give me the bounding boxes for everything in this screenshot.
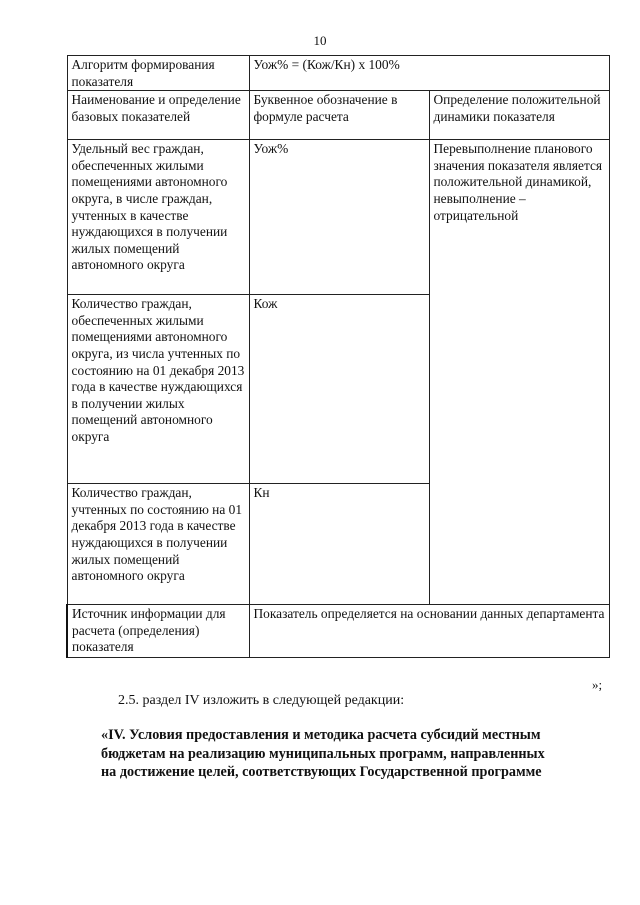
table-row-source (67, 605, 609, 658)
indicator-name: Количество граждан, обеспеченных жилыми помещениями автономного округа, из числа учтенных по состоянию на 01 декабря 2013 года в качестве нуждающихся в получении жилых помещений автономного округа (67, 295, 249, 484)
closing-quote: »; (592, 677, 603, 692)
indicator-name: Количество граждан, учтенных по состоянию на 01 декабря 2013 года в качестве нуждающихся в получении жилых помещений автономного округа (67, 484, 249, 605)
amendment-paragraph: 2.5. раздел IV изложить в следующей редакции: (118, 693, 405, 708)
indicator-table (66, 55, 610, 658)
section-title-line: «IV. Условия предоставления и методика расчета субсидий местным (101, 727, 541, 743)
algorithm-formula: Уож% = (Кож/Кн) х 100% (249, 56, 609, 91)
section-title-line: бюджетам на реализацию муниципальных программ, направленных (101, 745, 545, 762)
source-value: Показатель определяется на основании данных департамента (249, 605, 609, 658)
header-dynamics: Определение положительной динамики показателя (429, 91, 609, 140)
algorithm-label: Алгоритм формирования показателя (67, 56, 249, 91)
section-title-line: на достижение целей, соответствующих Государственной программе (101, 764, 542, 780)
section-title (101, 726, 591, 782)
header-name: Наименование и определение базовых показателей (67, 91, 249, 140)
table-row-algorithm (67, 56, 609, 91)
source-label: Источник информации для расчета (определения) показателя (67, 605, 249, 658)
table-header-row (67, 91, 609, 140)
header-symbol: Буквенное обозначение в формуле расчета (249, 91, 429, 140)
page-number: 10 (313, 33, 327, 48)
table-row (67, 140, 609, 295)
indicator-symbol: Кож (249, 295, 429, 484)
dynamics-definition: Перевыполнение планового значения показателя является положительной динамикой, невыполнение – отрицательной (429, 140, 609, 605)
indicator-name: Удельный вес граждан, обеспеченных жилыми помещениями автономного округа, в числе граждан, учтенных в качестве нуждающихся в получении жилых помещений автономного округа (67, 140, 249, 295)
indicator-symbol: Кн (249, 484, 429, 605)
indicator-symbol: Уож% (249, 140, 429, 295)
